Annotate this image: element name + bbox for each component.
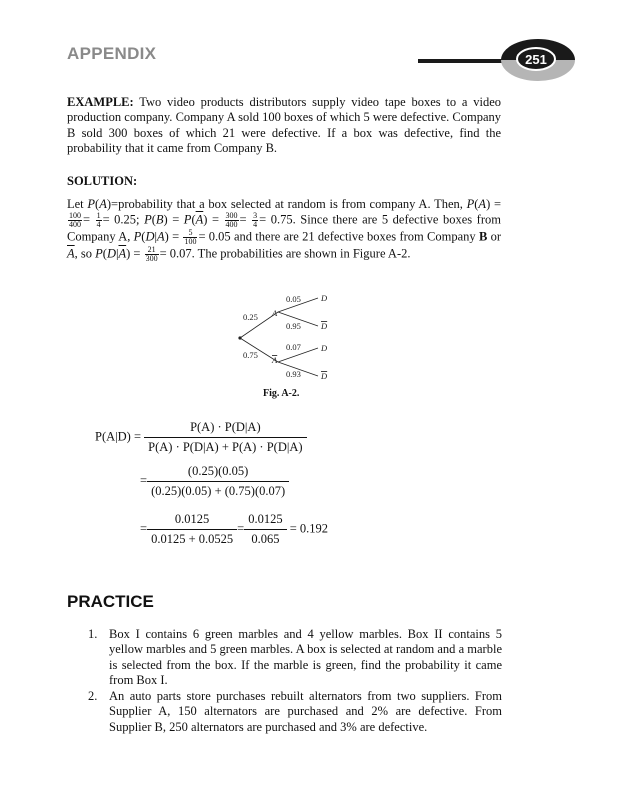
node-abar: A xyxy=(272,355,278,365)
node-d-top: D xyxy=(321,293,328,303)
prob-dbar-given-abar: 0.93 xyxy=(286,369,301,379)
equation-1: P(A|D) = $\frac{P(A) \cdot P(D|A)}{P(A) \cdot P(D|A) + P(A) \cdot P(D|A)}$ xyxy=(95,420,307,455)
solution-paragraph: Let P(A)=probability that a box selected at random is from company A. Then, P(A) = $\frac{100}{400}$ = $\frac{1}{4}$ = 0.25; $P(B) = P(\overline{A})$ = $\frac{300}{400}$ = $\frac{3}{4}$ = 0.75. Since there are 5 defective boxes from Company A, P(D|A) = $\frac{5}{100}$ = 0.05 and there are 21 defective boxes from Company B or $\overline{A}$, so $P(D|\overline{A})$ = $\frac{21}{300}$ = 0.07. The probabilities are shown in Figure A-2. xyxy=(67,197,501,264)
node-dbar-bottom: D xyxy=(321,371,328,381)
page-number-badge xyxy=(501,38,575,82)
example-paragraph xyxy=(67,95,501,157)
practice-heading: PRACTICE xyxy=(67,592,154,611)
equation-2: = $\frac{(0.25)(0.05)}{(0.25)(0.05) + (0.75)(0.07)}$ xyxy=(140,464,289,499)
prob-d-given-a: 0.05 xyxy=(286,294,301,304)
node-dbar-top: D xyxy=(321,321,328,331)
practice-item: 1. Box I contains 6 green marbles and 4 yellow marbles. Box II contains 5 yellow marbles and 5 green marbles. A box is selected at random and a marble is selected from the box. If the marble is green, find the probability it came from Box I. xyxy=(88,627,502,688)
prob-dbar-given-a: 0.95 xyxy=(286,321,301,331)
equation-lhs: P(A|D) = xyxy=(95,429,142,444)
example-label: EXAMPLE: xyxy=(67,95,134,109)
example-text: Two video products distributors supply video tape boxes to a video production company. Company A sold 100 boxes of which 5 were defective. Company B sold 300 boxes of which 21 were defective. If a box was defective, find the probability that it came from Company B. xyxy=(67,95,501,156)
practice-item: 2. An auto parts store purchases rebuilt alternators from two suppliers. From Supplier A, 150 alternators are purchased and 2% are defective. From Supplier B, 250 alternators are purchased and 3% are defective. xyxy=(88,689,502,734)
prob-d-given-abar: 0.07 xyxy=(286,342,301,352)
solution-heading: SOLUTION: xyxy=(67,174,138,188)
header-rule xyxy=(418,59,508,63)
root-node xyxy=(238,336,241,339)
equation-result: = 0.192 xyxy=(289,521,328,536)
prob-abar: 0.75 xyxy=(243,350,258,360)
probability-tree xyxy=(230,290,360,386)
figure-caption: Fig. A-2. xyxy=(263,388,300,399)
node-d-bottom: D xyxy=(321,343,328,353)
node-a: A xyxy=(272,308,278,318)
page-number: 251 xyxy=(525,52,547,67)
equation-3: = $\frac{0.0125}{0.0125 + 0.0525}$ = $\frac{0.0125}{0.065}$ = 0.192 xyxy=(140,512,328,546)
section-title: APPENDIX xyxy=(67,44,157,63)
prob-a: 0.25 xyxy=(243,312,258,322)
